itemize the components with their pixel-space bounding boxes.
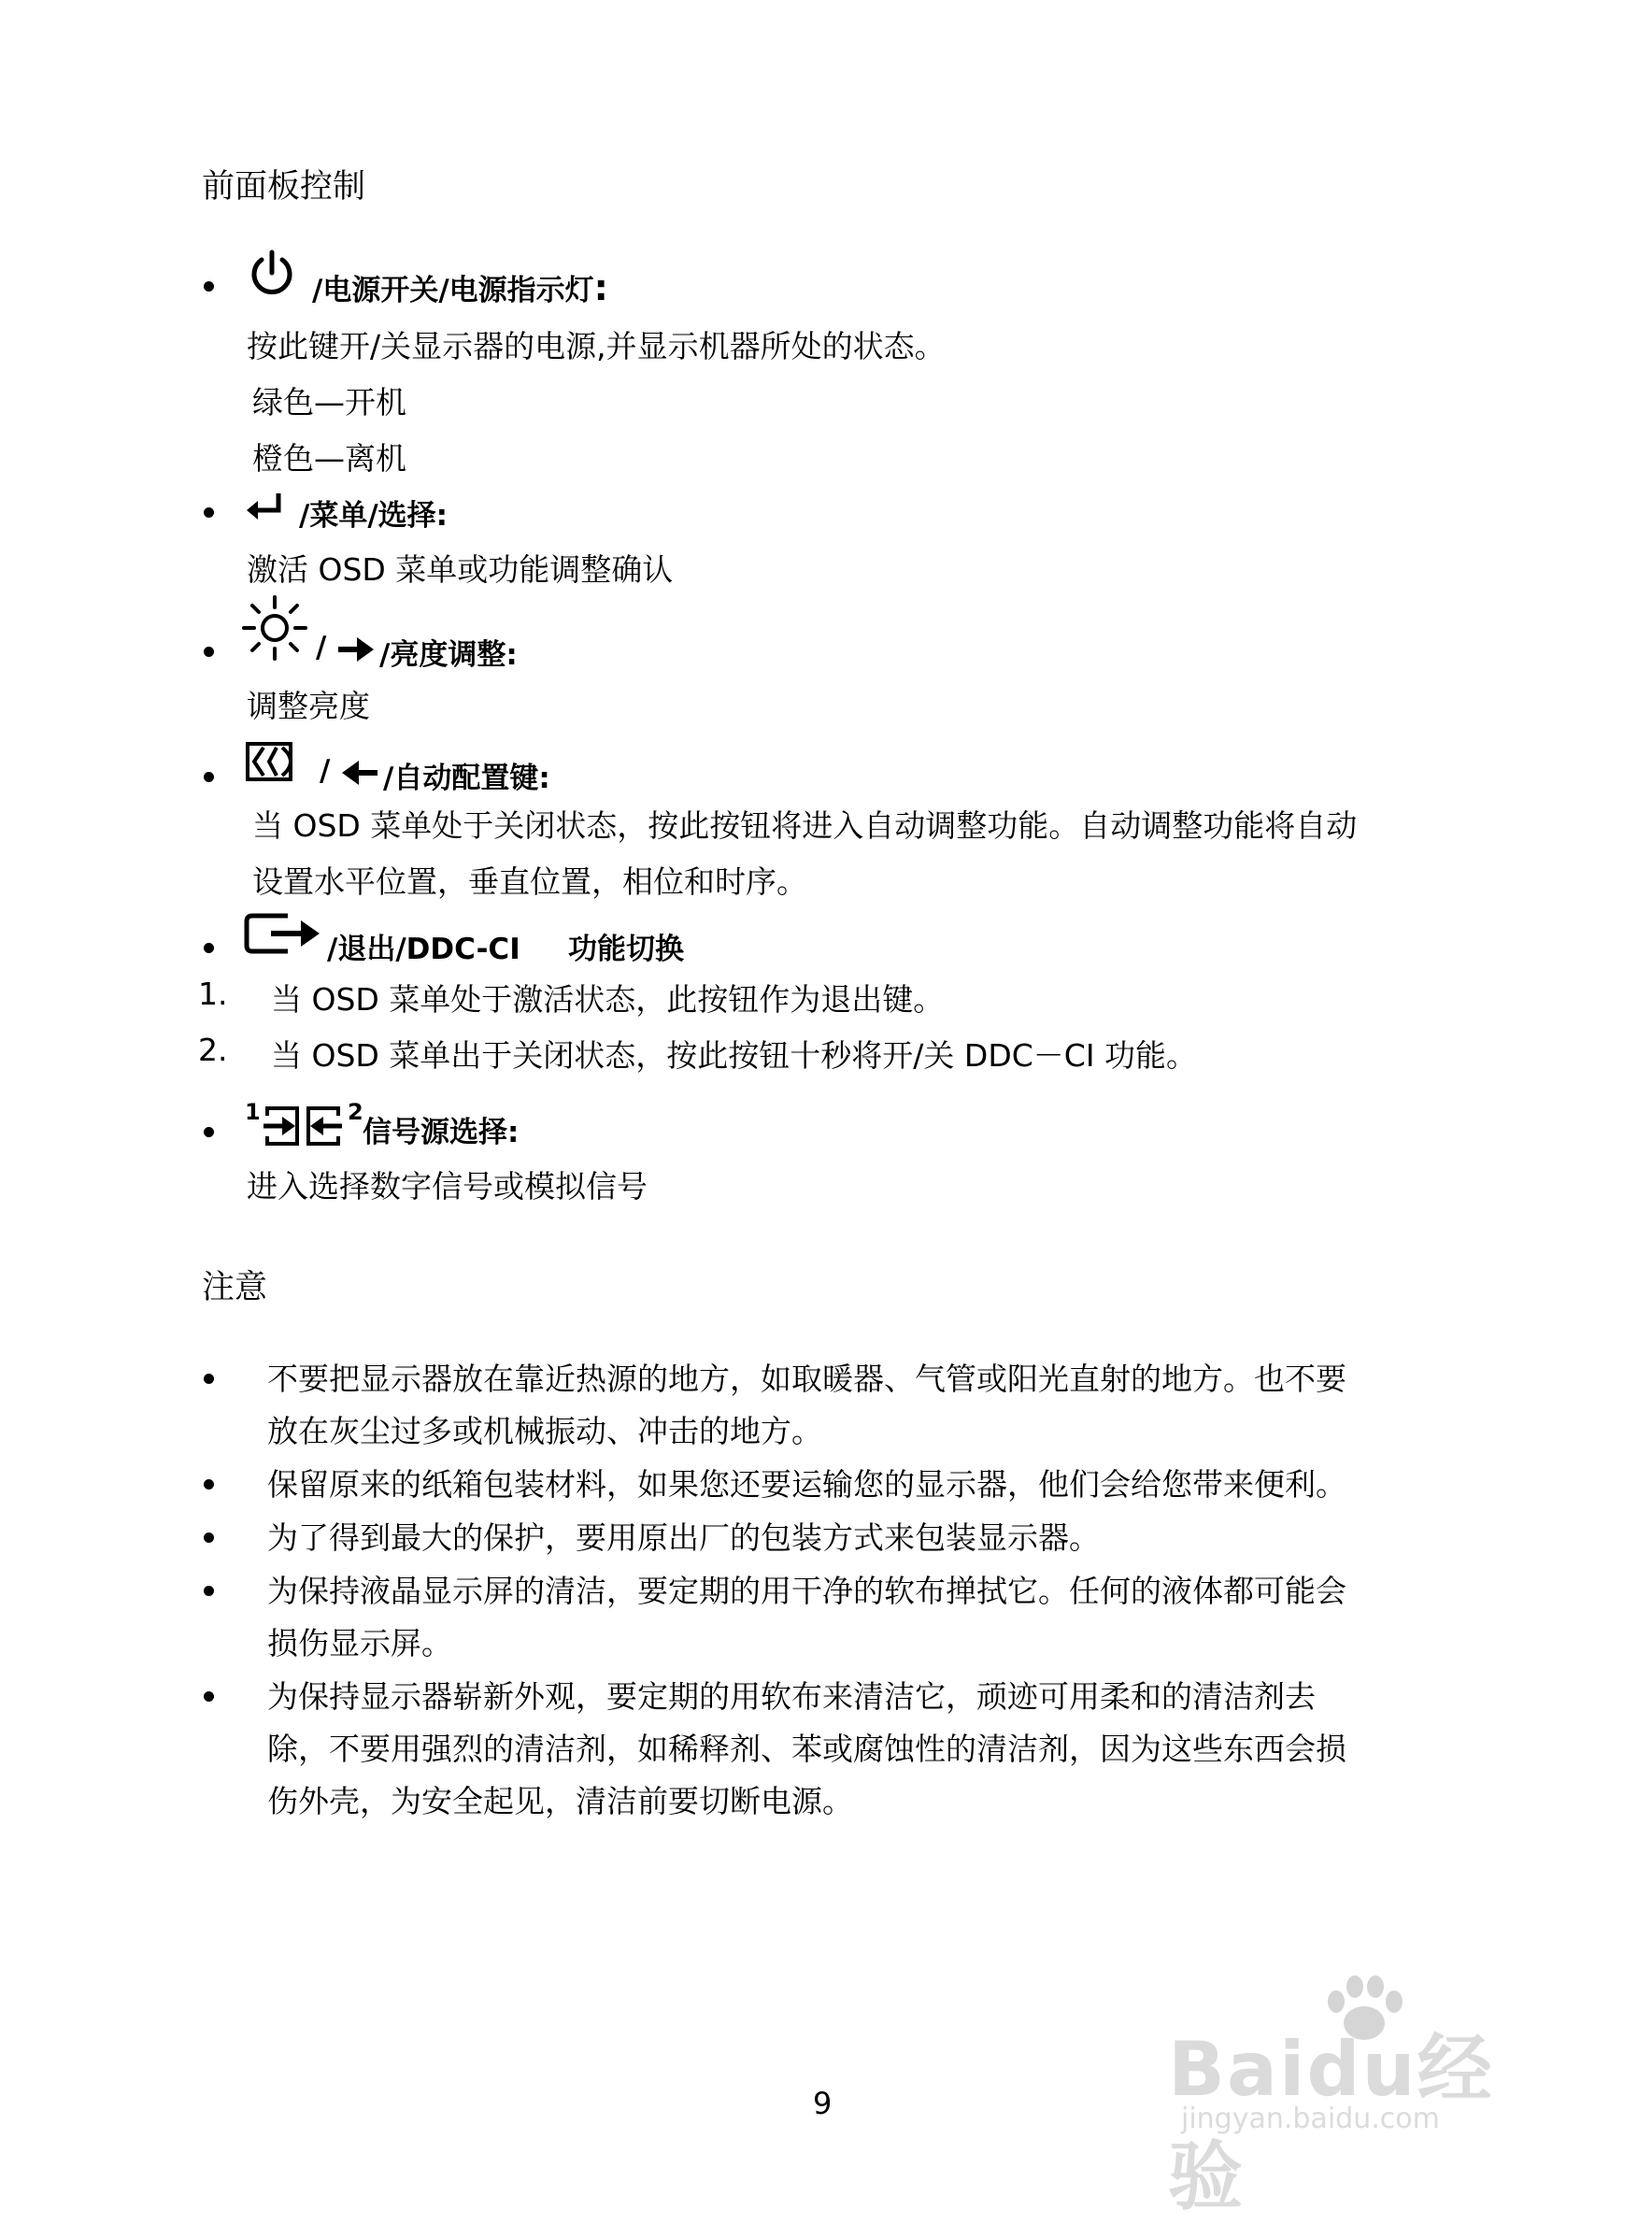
colon: : <box>506 638 518 672</box>
exit-icon <box>243 910 323 957</box>
colon: : <box>593 267 608 308</box>
input-label-text: 信号源选择 <box>363 1116 507 1149</box>
bullet <box>204 507 214 518</box>
auto-desc-line2: 设置水平位置，垂直位置，相位和时序。 <box>252 863 807 900</box>
right-arrow-icon <box>336 635 376 663</box>
watermark-baidu: Baidu <box>1168 2026 1417 2113</box>
exit-label: /退出/DDC-CI <box>327 933 520 966</box>
colon: : <box>538 762 550 795</box>
notice-1-line1: 不要把显示器放在靠近热源的地方，如取暖器、气管或阳光直射的地方。也不要 <box>267 1361 1346 1397</box>
power-desc: 按此键开/关显示器的电源,并显示机器所处的状态。 <box>247 328 946 364</box>
bullet <box>204 647 214 657</box>
power-label: /电源开关/电源指示灯 <box>312 274 594 307</box>
watermark-url: jingyan.baidu.com <box>1181 2103 1440 2135</box>
power-icon <box>248 249 296 299</box>
menu-label-text: /菜单/选择 <box>299 499 436 533</box>
power-orange: 橙色—离机 <box>252 440 406 477</box>
bullet <box>204 1374 214 1384</box>
brightness-label <box>379 631 518 673</box>
notice-4-line1: 为保持液晶显示屏的清洁，要定期的用干净的软布掸拭它。任何的液体都可能会 <box>267 1573 1346 1609</box>
auto-label-text: /自动配置键 <box>383 762 539 795</box>
bullet <box>204 1691 214 1702</box>
list-number: 2. <box>198 1032 228 1068</box>
brightness-label-text: /亮度调整 <box>379 638 506 672</box>
auto-desc-line1: 当 OSD 菜单处于关闭状态，按此按钮将进入自动调整功能。自动调整功能将自动 <box>252 807 1358 844</box>
bullet <box>204 1586 214 1596</box>
colon: : <box>507 1116 520 1149</box>
power-green: 绿色—开机 <box>252 384 406 421</box>
brightness-sep: / <box>316 631 327 664</box>
menu-label <box>299 492 448 534</box>
left-arrow-icon <box>340 759 379 787</box>
bullet <box>204 281 214 292</box>
menu-desc: 激活 OSD 菜单或功能调整确认 <box>247 551 674 588</box>
item-label <box>312 266 608 308</box>
bullet <box>204 1479 214 1490</box>
exit-note-2: 当 OSD 菜单出于关闭状态，按此按钮十秒将开/关 DDC－CI 功能。 <box>271 1037 1198 1074</box>
auto-adjust-icon <box>245 740 305 785</box>
input-icon-num2: 2 <box>348 1099 363 1125</box>
notice-5-line3: 伤外壳，为安全起见，清洁前要切断电源。 <box>267 1783 853 1819</box>
exit-note-1: 当 OSD 菜单处于激活状态，此按钮作为退出键。 <box>271 981 945 1018</box>
bullet <box>204 943 214 953</box>
input-switch-icon <box>260 1103 346 1149</box>
bullet <box>204 772 214 782</box>
brightness-desc: 调整亮度 <box>247 688 370 724</box>
auto-label <box>383 754 550 796</box>
notice-4-line2: 损伤显示屏。 <box>267 1625 452 1661</box>
notice-3: 为了得到最大的保护，要用原出厂的包装方式来包装显示器。 <box>267 1519 1100 1556</box>
bullet <box>204 1533 214 1543</box>
input-icon-num1: 1 <box>245 1099 261 1125</box>
watermark-jingyan: 经验 <box>1168 2026 1494 2220</box>
list-number: 1. <box>198 976 228 1012</box>
input-label <box>363 1108 519 1150</box>
baidu-watermark <box>1168 1972 1560 2220</box>
notice-5-line2: 除，不要用强烈的清洁剂，如稀释剂、苯或腐蚀性的清洁剂，因为这些东西会损 <box>267 1731 1346 1767</box>
bullet <box>204 1127 214 1137</box>
input-desc: 进入选择数字信号或模拟信号 <box>247 1168 648 1205</box>
colon: : <box>435 499 449 533</box>
enter-icon <box>245 492 286 523</box>
exit-label-function: 功能切换 <box>568 933 684 966</box>
notice-2: 保留原来的纸箱包装材料，如果您还要运输您的显示器，他们会给您带来便利。 <box>267 1466 1346 1503</box>
notice-1-line2: 放在灰尘过多或机械振动、冲击的地方。 <box>267 1413 822 1449</box>
section-title-front-panel: 前面板控制 <box>202 168 366 206</box>
section-title-notice: 注意 <box>202 1269 268 1306</box>
page-number: 9 <box>813 2086 833 2121</box>
brightness-icon <box>241 594 308 662</box>
auto-sep: / <box>320 754 331 788</box>
notice-5-line1: 为保持显示器崭新外观，要定期的用软布来清洁它，顽迹可用柔和的清洁剂去 <box>267 1678 1316 1715</box>
